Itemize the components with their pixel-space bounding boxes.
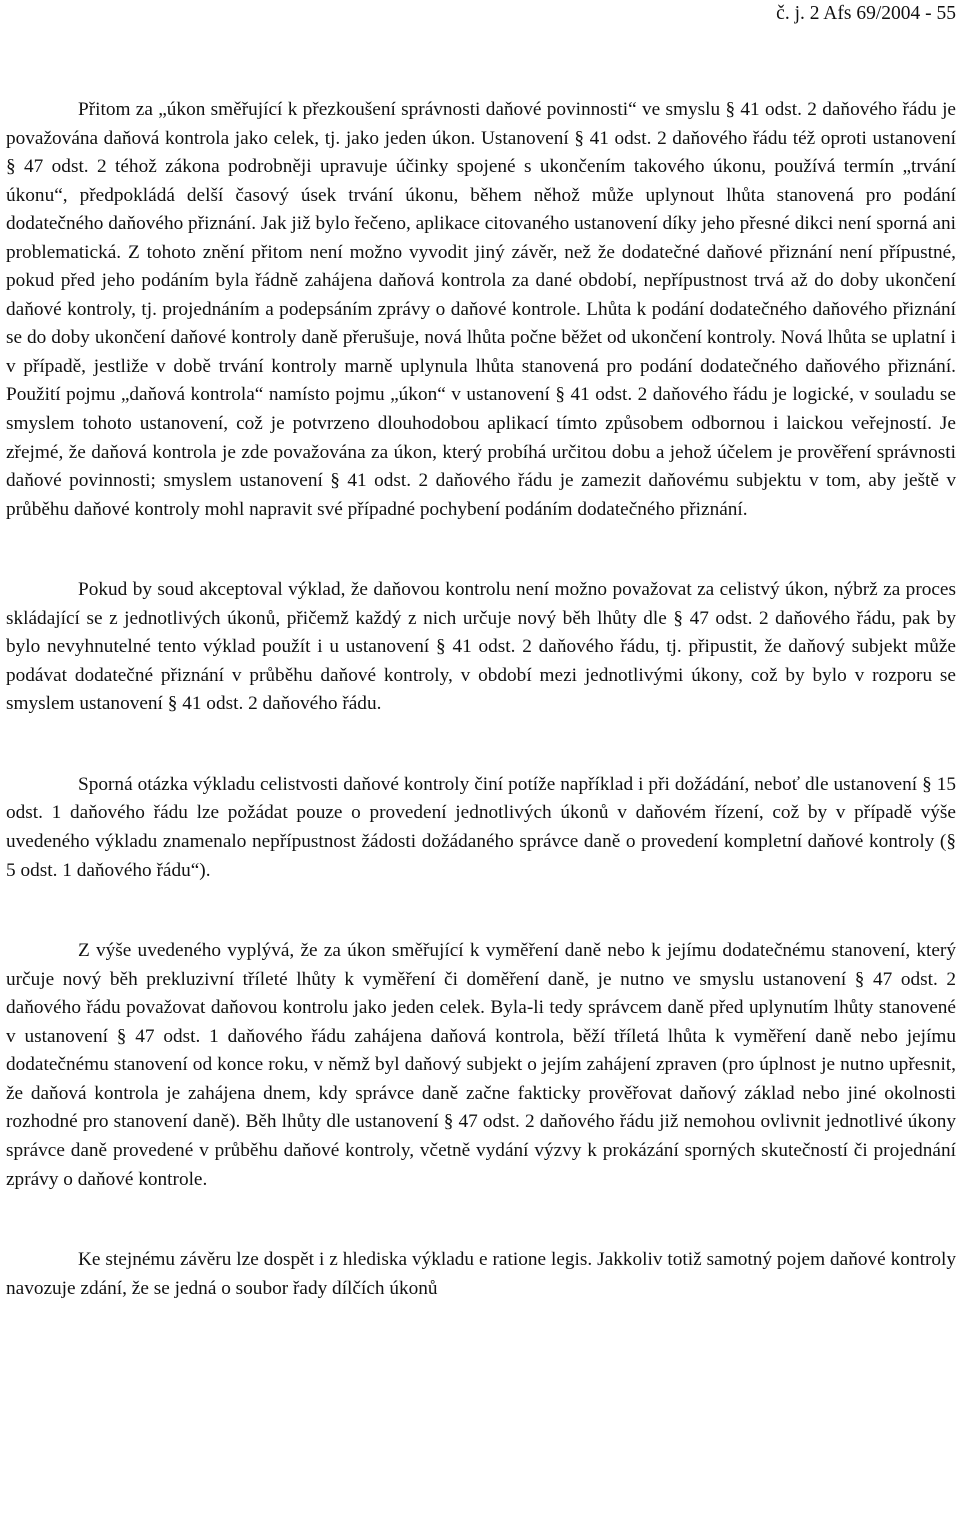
paragraph-5: Ke stejnému závěru lze dospět i z hlediska výkladu e ratione legis. Jakkoliv totiž samotný pojem daňové kontroly navozuje zdání, že se jedná o soubor řady dílčích úkonů — [6, 1249, 956, 1299]
paragraph-1: Přitom za „úkon směřující k přezkoušení správnosti daňové povinnosti“ ve smyslu § 41 odst. 2 daňového řádu je považována daňová kontrola jako celek, tj. jako jeden úkon. Ustanovení § 41 odst. 2 daňového řádu též oproti ustanovení § 47 odst. 2 téhož zákona podrobněji upravuje účinky spojené s ukončením takového úkonu, používá termín „trvání úkonu“, předpokládá delší časový úsek trvání úkonu, během něhož může uplynout lhůta stanovená pro podání dodatečného daňového přiznání. Jak již bylo řečeno, aplikace citovaného ustanovení díky jeho přesné dikci není sporná ani problematická. Z tohoto znění přitom není možno vyvodit jiný závěr, než že dodatečné daňové přiznání není přípustné, pokud před jeho podáním byla řádně zahájena daňová kontrola za dané období, nepřípustnost trvá až do doby ukončení daňové kontroly, tj. projednáním a podepsáním zprávy o daňové kontrole. Lhůta k podání dodatečného daňového přiznání se do doby ukončení daňové kontroly daně přerušuje, nová lhůta počne běžet od ukončení kontroly. Nová lhůta se uplatní i v případě, jestliže v době trvání kontroly marně uplynula lhůta stanovená pro podání dodatečného daňového přiznání. Použití pojmu „daňová kontrola“ namísto pojmu „úkon“ v ustanovení § 41 odst. 2 daňového řádu je logické, v souladu se smyslem tohoto ustanovení, což je potvrzeno dlouhodobou aplikací tímto způsobem odbornou i laickou veřejností. Je zřejmé, že daňová kontrola je zde považována za úkon, který probíhá určitou dobu a jehož účelem je prověření správnosti daňové povinnosti; smyslem ustanovení § 41 odst. 2 daňového řádu je zamezit daňovému subjektu v tom, aby ještě v průběhu daňové kontroly mohl napravit své případné pochybení podáním dodatečného přiznání. — [6, 99, 956, 520]
paragraph-2: Pokud by soud akceptoval výklad, že daňovou kontrolu není možno považovat za celistvý úkon, nýbrž za proces skládající se z jednotlivých úkonů, přičemž každý z nich určuje nový běh lhůty dle § 47 odst. 2 daňového řádu, pak by bylo nevyhnutelné tento výklad použít i u ustanovení § 41 odst. 2 daňového řádu, tj. připustit, že daňový subjekt může podávat dodatečné přiznání v průběhu daňové kontroly, v období mezi jednotlivými úkony, což by bylo v rozporu se smyslem ustanovení § 41 odst. 2 daňového řádu. — [6, 579, 956, 715]
paragraph-3: Sporná otázka výkladu celistvosti daňové kontroly činí potíže například i při dožádání, neboť dle ustanovení § 15 odst. 1 daňového řádu lze požádat pouze o provedení jednotlivých úkonů v daňovém řízení, což by v případě výše uvedeného výkladu znamenalo nepřípustnost žádosti dožádaného správce daně o provedení kompletní daňové kontroly (§ 5 odst. 1 daňového řádu“). — [6, 773, 956, 881]
document-body — [6, 96, 956, 1303]
paragraph-4: Z výše uvedeného vyplývá, že za úkon směřující k vyměření daně nebo k jejímu dodatečnému stanovení, který určuje nový běh prekluzivní tříleté lhůty k vyměření či doměření daně, je nutno ve smyslu ustanovení § 47 odst. 2 daňového řádu považovat daňovou kontrolu jako jeden celek. Byla-li tedy správcem daně před uplynutím lhůty stanovené v ustanovení § 47 odst. 1 daňového řádu zahájena daňová kontrola, běží tříletá lhůta k vyměření daně nebo jejímu dodatečnému stanovení od konce roku, v němž byl daňový subjekt o jejím zahájení zpraven (pro úplnost je nutno upřesnit, že daňová kontrola je zahájena dnem, kdy správce daně začne fakticky prověřovat daňový základ nebo jiné okolnosti rozhodné pro stanovení daně). Běh lhůty dle ustanovení § 47 odst. 2 daňového řádu již nemohou ovlivnit jednotlivé úkony správce daně provedené v průběhu daňové kontroly, včetně vydání výzvy k prokázání sporných skutečností či projednání zprávy o daňové kontrole. — [6, 940, 956, 1190]
case-reference: č. j. 2 Afs 69/2004 - 55 — [776, 3, 956, 24]
